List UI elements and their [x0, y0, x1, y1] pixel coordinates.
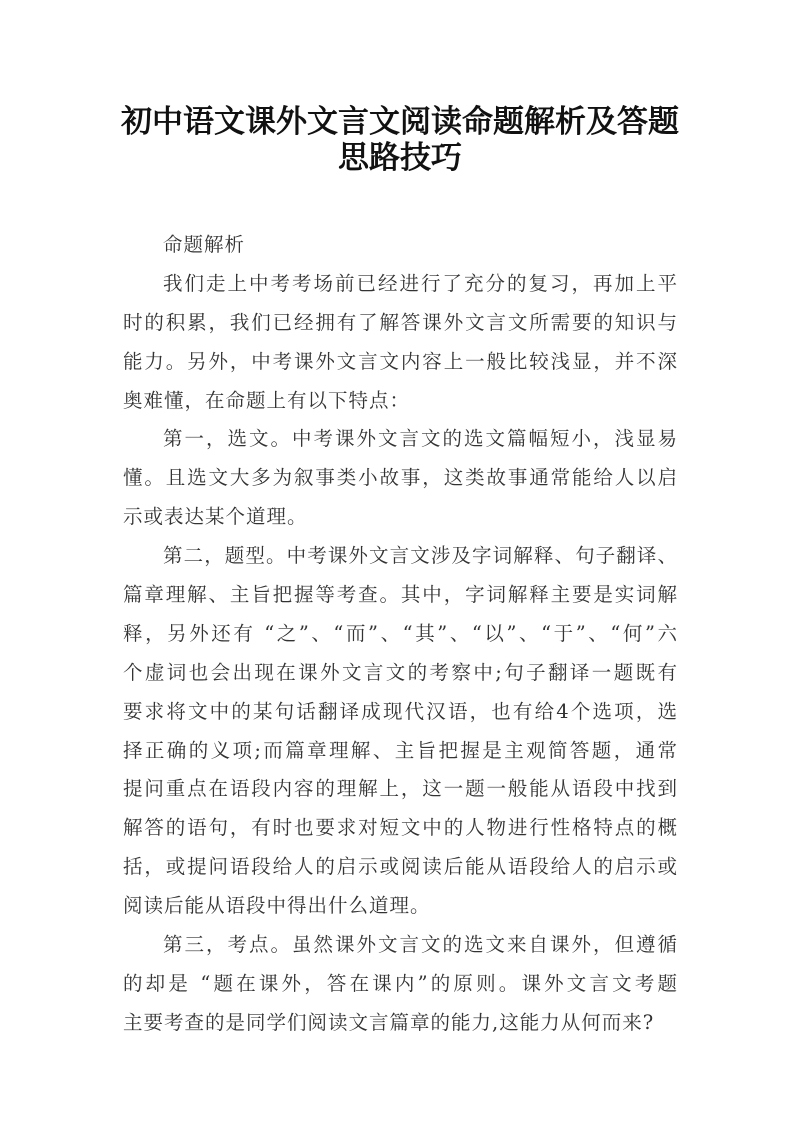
text-line: 篇章理解、主旨把握等考查。其中，字词解释主要是实词解: [123, 583, 678, 607]
text-line: 主要考查的是同学们阅读文言篇章的能力,这能力从何而来?: [123, 1010, 655, 1034]
text-line: 示或表达某个道理。: [123, 505, 308, 529]
text-line: 要求将文中的某句话翻译成现代汉语，也有给4个选项，选: [123, 699, 678, 723]
document-title-line-2: 思路技巧: [338, 140, 462, 176]
text-line: 奥难懂，在命题上有以下特点：: [123, 388, 411, 412]
text-line: 提问重点在语段内容的理解上，这一题一般能从语段中找到: [123, 777, 678, 801]
text-line: 能力。另外，中考课外文言文内容上一般比较浅显，并不深: [123, 349, 678, 373]
paragraph: [123, 926, 678, 1043]
text-line: 我们走上中考考场前已经进行了充分的复习，再加上平: [163, 271, 678, 295]
text-line: 懂。且选文大多为叙事类小故事，这类故事通常能给人以启: [123, 466, 678, 490]
text-line: 释，另外还有 “之”、“而”、“其”、“以”、“于”、“何”六: [123, 621, 678, 645]
text-line: 阅读后能从语段中得出什么道理。: [123, 894, 431, 918]
paragraph: [123, 537, 678, 926]
text-line: 择正确的义项;而篇章理解、主旨把握是主观简答题，通常: [123, 738, 678, 762]
text-line: 解答的语句，有时也要求对短文中的人物进行性格特点的概: [123, 816, 678, 840]
text-line: 第三，考点。虽然课外文言文的选文来自课外，但遵循: [163, 933, 678, 957]
paragraph: [123, 265, 678, 421]
document-title-line-1: 初中语文课外文言文阅读命题解析及答题: [121, 104, 679, 140]
text-line: 个虚词也会出现在课外文言文的考察中;句子翻译一题既有: [123, 660, 678, 684]
text-line: 第一，选文。中考课外文言文的选文篇幅短小，浅显易: [163, 427, 678, 451]
paragraph: [123, 420, 678, 537]
document-body: [123, 226, 678, 1043]
text-line: 时的积累，我们已经拥有了解答课外文言文所需要的知识与: [123, 310, 678, 334]
text-line: 括，或提问语段给人的启示或阅读后能从语段给人的启示或: [123, 855, 678, 879]
section-heading: [123, 226, 678, 265]
text-line: 的却是 “题在课外，答在课内”的原则。课外文言文考题: [123, 971, 678, 995]
text-line: 命题解析: [163, 233, 246, 256]
text-line: 第二，题型。中考课外文言文涉及字词解释、句子翻译、: [163, 544, 678, 568]
